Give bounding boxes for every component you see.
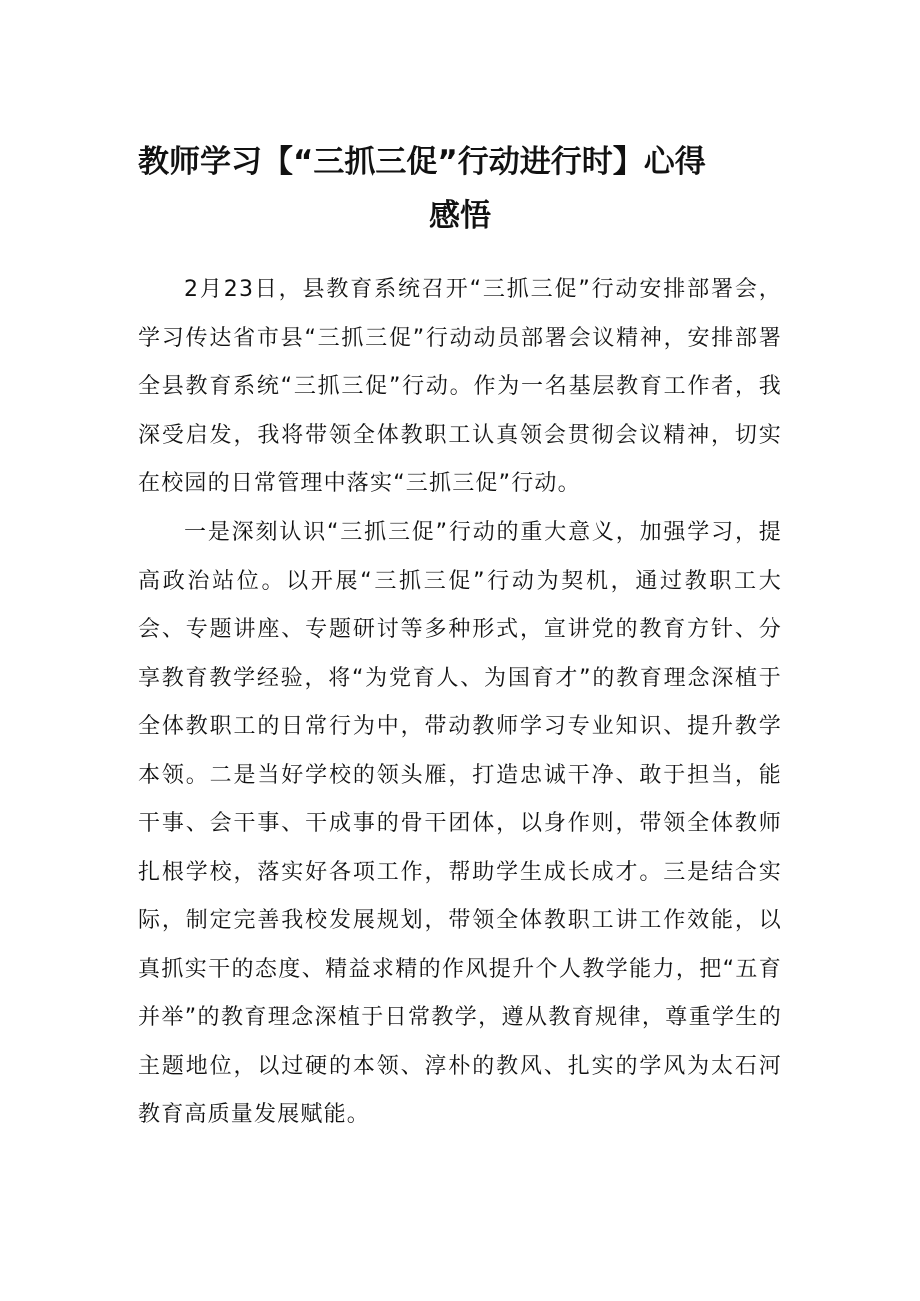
document-title-line-2: 感悟 — [429, 198, 491, 234]
body-paragraph-2: 一是深刻认识“三抓三促”行动的重大意义，加强学习，提高政治站位。以开展“三抓三促”行动为契机，通过教职工大会、专题讲座、专题研讨等多种形式，宣讲党的教育方针、分享教育教学经验，将“为党育人、为国育才”的教育理念深植于全体教职工的日常行为中，带动教师学习专业知识、提升教学本领。二是当好学校的领头雁，打造忠诚干净、敢于担当，能干事、会干事、干成事的骨干团体，以身作则，带领全体教师扎根学校，落实好各项工作，帮助学生成长成才。三是结合实际，制定完善我校发展规划，带领全体教职工讲工作效能，以真抓实干的态度、精益求精的作风提升个人教学能力，把“五育并举”的教育理念深植于日常教学，遵从教育规律，尊重学生的主题地位，以过硬的本领、淳朴的教风、扎实的学风为太石河教育高质量发展赋能。 — [138, 520, 782, 1127]
body-paragraph-1: 2月23日，县教育系统召开“三抓三促”行动安排部署会，学习传达省市县“三抓三促”行动动员部署会议精神，安排部署全县教育系统“三抓三促”行动。作为一名基层教育工作者，我深受启发，我将带领全体教职工认真领会贯彻会议精神，切实在校园的日常管理中落实“三抓三促”行动。 — [138, 277, 782, 496]
document-title-line-1: 教师学习【“三抓三促”行动进行时】心得 — [138, 144, 706, 180]
